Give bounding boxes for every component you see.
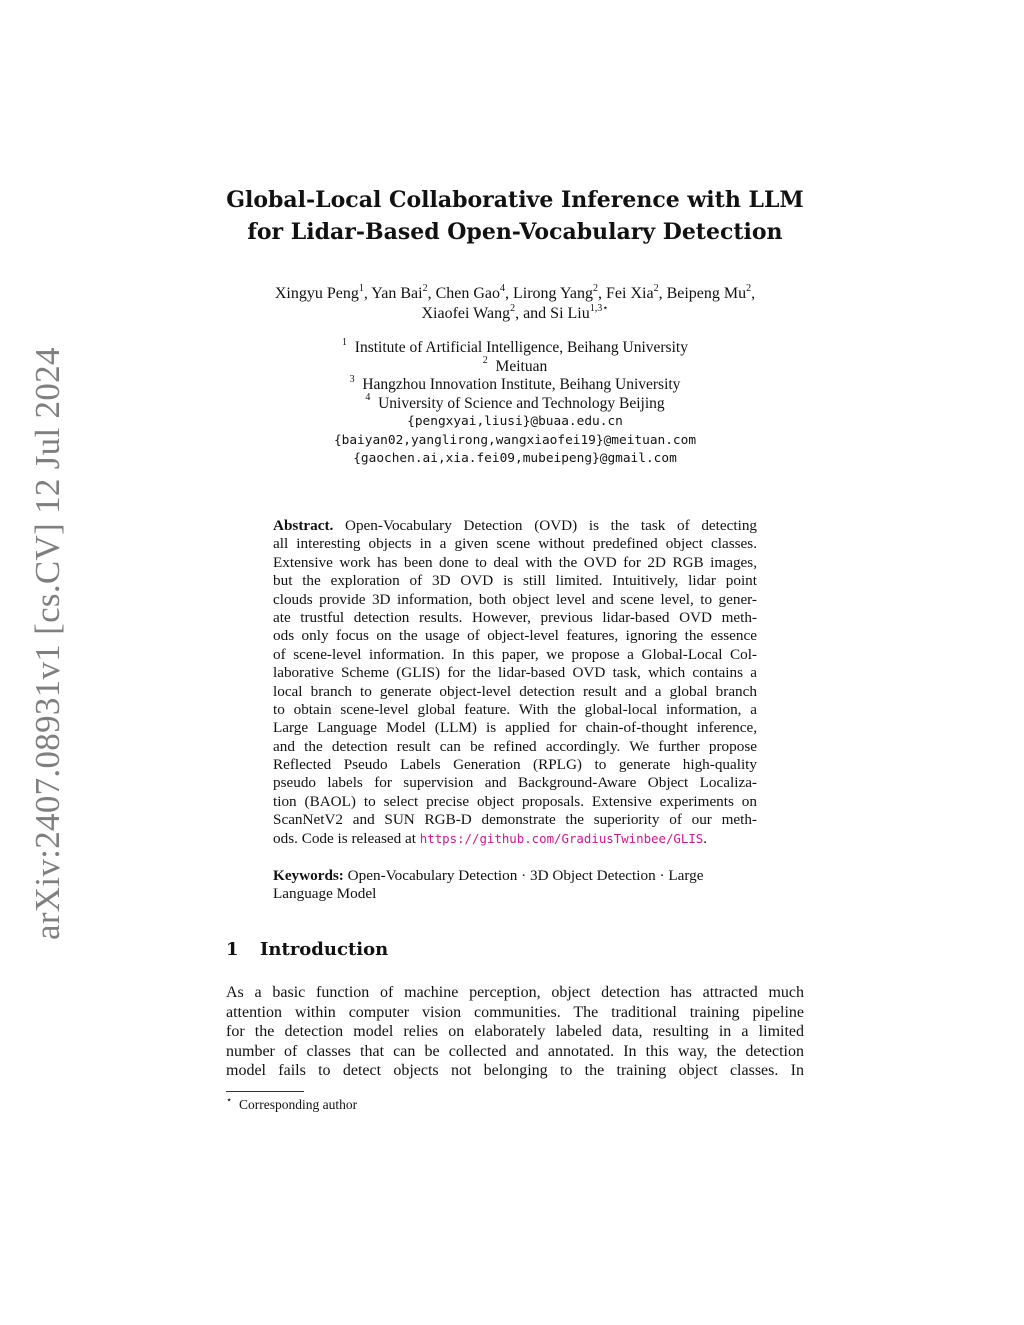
abstract-period: . — [703, 829, 708, 847]
keywords-text: Open-Vocabulary Detection · 3D Object Detection · Large Language Model — [273, 867, 704, 903]
author-line-2: Xiaofei Wang$^2$, and Si Liu$^{1,3⋆}$ — [421, 302, 609, 322]
affiliation-text: Institute of Artificial Intelligence, Beihang University — [354, 339, 688, 356]
author-line-1: Xingyu Peng$^1$, Yan Bai$^2$, Chen Gao$^4$, Lirong Yang$^2$, Fei Xia$^2$, Beipeng Mu$^2$, — [274, 282, 756, 302]
author-list — [180, 284, 850, 324]
affiliation-sup: 2 — [482, 355, 488, 367]
abstract-line: and the detection result can be refined accordingly. We further propose — [273, 737, 757, 755]
author-name: Chen Gao — [435, 285, 500, 302]
intro-line: attention within computer vision communities. The traditional training pipeline — [226, 1003, 804, 1021]
abstract-line-text: ods. Code is released at — [273, 829, 416, 847]
author-affil-sup: 2 — [746, 282, 752, 294]
footnote-divider — [226, 1091, 304, 1092]
author-affil-sup: 1,3⋆ — [589, 302, 609, 314]
author-name: Fei Xia — [606, 285, 654, 302]
abstract-line: of scene-level information. In this paper, we propose a Global-Local Col- — [273, 645, 757, 663]
affiliation-line — [180, 373, 850, 395]
affiliation-sup: 4 — [365, 392, 371, 404]
affiliation-sup: 1 — [342, 336, 348, 348]
abstract-line: ate trustful detection results. However, previous lidar-based OVD meth- — [273, 608, 757, 626]
email-line[interactable]: {baiyan02,yanglirong,wangxiaofei19}@meituan.com — [333, 432, 697, 448]
author-affil-sup: 2 — [422, 282, 428, 294]
abstract-line: all interesting objects in a given scene without predefined object classes. — [273, 535, 757, 553]
author-name: Yan Bai — [371, 285, 423, 302]
abstract — [273, 517, 757, 848]
intro-paragraph — [226, 983, 804, 1081]
abstract-line: local branch to generate object-level detection result and a global branch — [273, 682, 757, 700]
footnote — [226, 1094, 358, 1113]
intro-line: model fails to detect objects not belonging to the training object classes. In — [226, 1062, 804, 1080]
abstract-line: but the exploration of 3D OVD is still limited. Intuitively, lidar point — [273, 572, 757, 590]
abstract-line: clouds provide 3D information, both object level and scene level, to gener- — [273, 590, 757, 608]
affiliation-text: Meituan — [495, 357, 548, 375]
abstract-line: ScanNetV2 and SUN RGB-D demonstrate the superiority of our meth- — [273, 811, 757, 829]
author-name: Beipeng Mu — [666, 285, 747, 302]
author-affil-sup: 2 — [593, 282, 599, 294]
author-affil-sup: 2 — [653, 282, 659, 294]
abstract-line — [273, 830, 757, 848]
footnote-mark: ⋆ — [226, 1094, 233, 1106]
abstract-line: to obtain scene-level global feature. With the global-local information, a — [273, 700, 757, 718]
section-heading — [226, 938, 388, 962]
author-affil-sup: 1 — [358, 282, 364, 294]
email-line[interactable]: {gaochen.ai,xia.fei09,mubeipeng}@gmail.com — [353, 451, 677, 466]
affiliation-line — [180, 336, 850, 358]
affiliation-text: University of Science and Technology Beijing — [378, 394, 665, 412]
title-line-1: Global-Local Collaborative Inference with LLM — [226, 187, 804, 213]
affiliation-line — [180, 355, 850, 377]
author-name: Lirong Yang — [513, 285, 594, 302]
abstract-line: Reflected Pseudo Labels Generation (RPLG) to generate high-quality — [273, 756, 757, 774]
author-name: Xingyu Peng — [274, 285, 359, 302]
keywords-label: Keywords: — [273, 867, 344, 884]
arxiv-side-stamp: arXiv:2407.08931v1 [cs.CV] 12 Jul 2024 — [28, 347, 67, 940]
abstract-line: ods only focus on the usage of object-level features, ignoring the essence — [273, 627, 757, 645]
affiliation-sup: 3 — [349, 373, 355, 385]
affiliation-line — [180, 392, 850, 414]
intro-line: for the detection model relies on elaborately labeled data, resulting in a limited — [226, 1023, 804, 1041]
abstract-label: Abstract. — [273, 517, 334, 534]
abstract-line: tion (BAOL) to select precise object proposals. Extensive experiments on — [273, 792, 757, 810]
title-line-2: for Lidar-Based Open-Vocabulary Detection — [247, 219, 783, 245]
affiliation-block — [180, 336, 850, 469]
abstract-line: Large Language Model (LLM) is applied for chain-of-thought inference, — [273, 719, 757, 737]
footnote-text: Corresponding author — [239, 1097, 358, 1112]
abstract-line: pseudo labels for supervision and Background-Aware Object Localiza- — [273, 774, 757, 792]
author-affil-sup: 4 — [500, 282, 505, 294]
abstract-line-text: Open-Vocabulary Detection (OVD) is the task of detecting — [344, 517, 758, 534]
section-title: Introduction — [260, 939, 389, 960]
code-link[interactable]: https://github.com/GradiusTwinbee/GLIS — [419, 830, 704, 846]
intro-line: As a basic function of machine perception, object detection has attracted much — [226, 984, 804, 1001]
author-name: Xiaofei Wang — [421, 305, 511, 322]
keywords — [273, 867, 757, 904]
abstract-line — [273, 517, 757, 535]
section-number: 1 — [226, 939, 239, 960]
abstract-line: Extensive work has been done to deal with the OVD for 2D RGB images, — [273, 553, 757, 571]
affiliation-text: Hangzhou Innovation Institute, Beihang University — [362, 376, 681, 393]
paper-title — [180, 184, 850, 248]
email-line[interactable]: {pengxyai,liusi}@buaa.edu.cn — [407, 414, 623, 429]
author-name: and Si Liu — [523, 305, 590, 322]
intro-line: number of classes that can be collected and annotated. In this way, the detection — [226, 1042, 804, 1060]
abstract-line: laborative Scheme (GLIS) for the lidar-based OVD task, which contains a — [273, 664, 757, 682]
author-affil-sup: 2 — [510, 302, 516, 314]
